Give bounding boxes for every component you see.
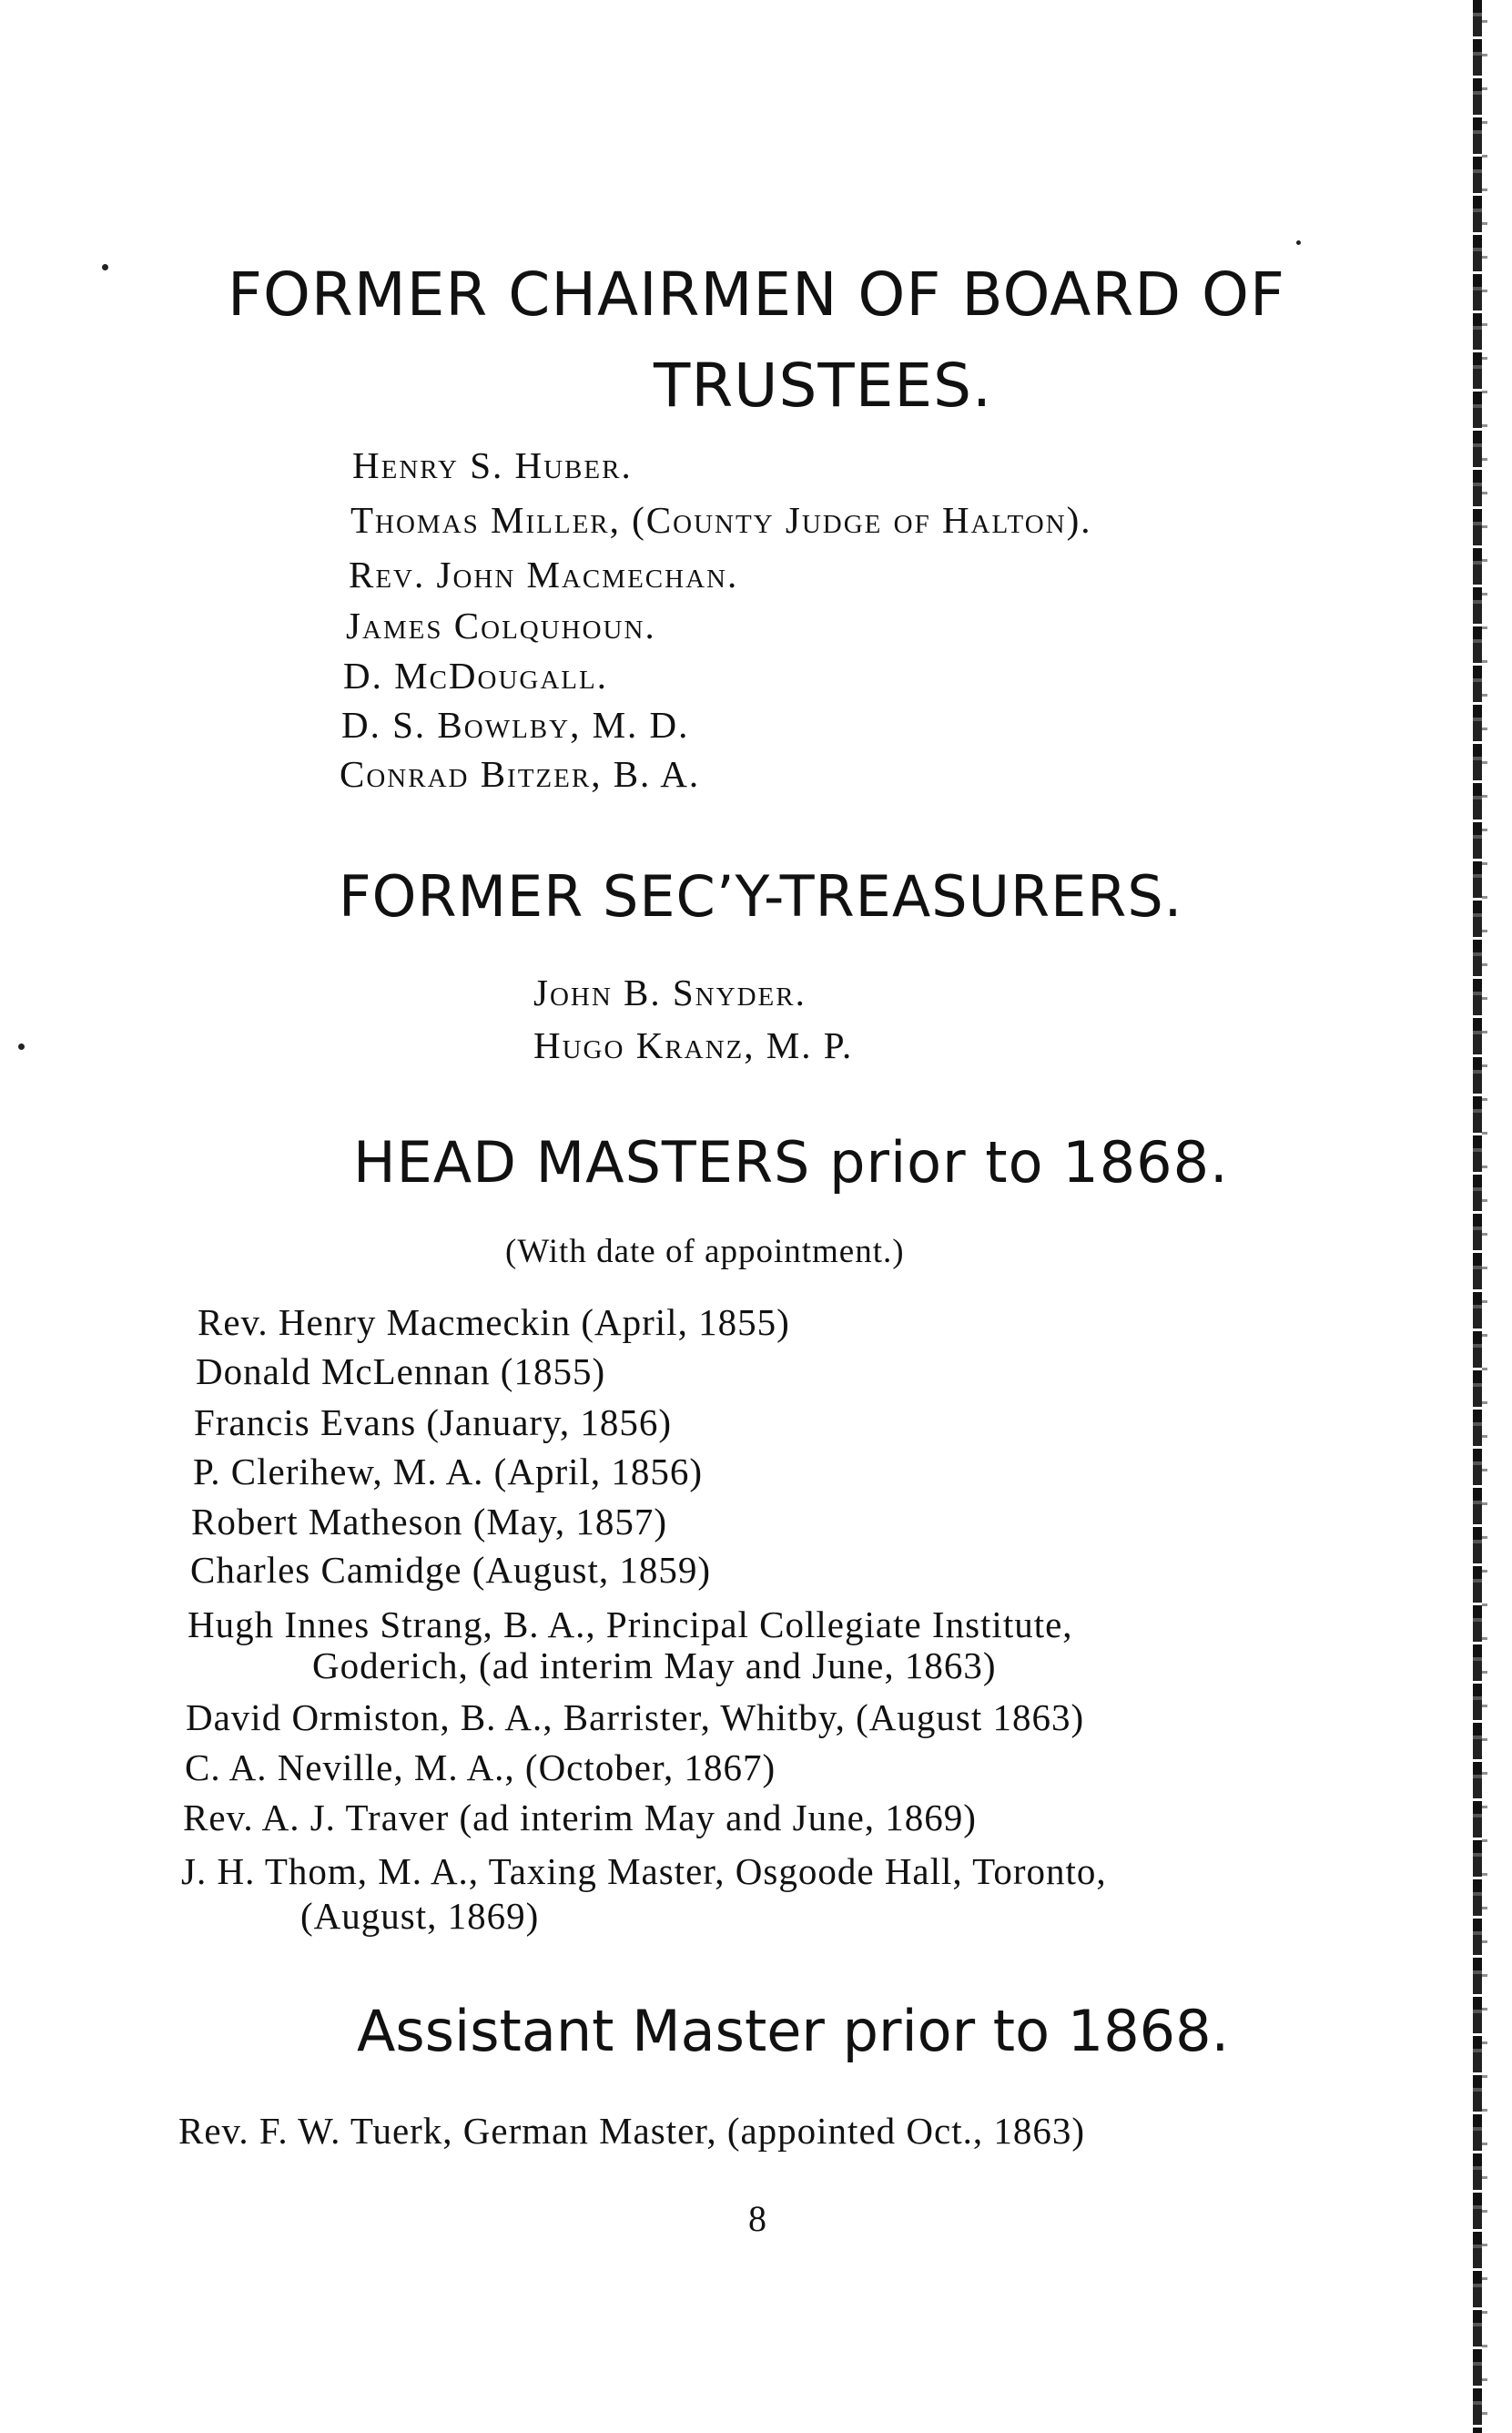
treasurers-heading: FORMER SEC’Y-TREASURERS. [339, 863, 1183, 930]
treasurer-name: John B. Snyder. [533, 972, 807, 1013]
head-master-entry: Robert Matheson (May, 1857) [191, 1501, 668, 1542]
head-master-entry: J. H. Thom, M. A., Taxing Master, Osgoode Hall, Toronto, [181, 1850, 1107, 1892]
head-master-entry: Charles Camidge (August, 1859) [190, 1549, 712, 1591]
head-master-entry: Donald McLennan (1855) [196, 1350, 606, 1392]
head-master-entry: P. Clerihew, M. A. (April, 1856) [193, 1451, 704, 1492]
page-number: 8 [748, 2198, 766, 2239]
scan-speck [1296, 240, 1301, 245]
head-master-entry: Rev. A. J. Traver (ad interim May and June, 1869) [183, 1797, 977, 1838]
treasurer-name: Hugo Kranz, M. P. [533, 1024, 854, 1066]
chairman-name: D. S. Bowlby, M. D. [341, 704, 690, 746]
head-master-entry: David Ormiston, B. A., Barrister, Whitby, (August 1863) [186, 1696, 1085, 1738]
chairman-name: Thomas Miller, (County Judge of Halton). [350, 499, 1092, 541]
chairman-name: Rev. John Macmechan. [349, 554, 739, 596]
chairman-name: James Colquhoun. [346, 605, 656, 646]
chairmen-heading-line1: FORMER CHAIRMEN OF BOARD OF [228, 260, 1285, 330]
head-masters-heading: HEAD MASTERS prior to 1868. [353, 1129, 1229, 1196]
assistant-heading: Assistant Master prior to 1868. [357, 1998, 1230, 2064]
assistant-entry: Rev. F. W. Tuerk, German Master, (appointed Oct., 1863) [178, 2110, 1085, 2152]
scan-speck [18, 1043, 25, 1050]
head-master-entry: Francis Evans (January, 1856) [194, 1401, 673, 1443]
chairmen-heading-line2: TRUSTEES. [654, 351, 992, 421]
binding-edge [1473, 0, 1482, 2433]
head-master-entry: C. A. Neville, M. A., (October, 1867) [185, 1746, 776, 1788]
chairman-name: Conrad Bitzer, B. A. [340, 753, 701, 795]
binding-edge-shadow [1482, 0, 1487, 2433]
head-masters-subheading: (With date of appointment.) [505, 1233, 905, 1270]
scan-speck [102, 264, 108, 270]
head-master-entry: Rev. Henry Macmeckin (April, 1855) [198, 1301, 790, 1343]
chairman-name: D. McDougall. [343, 655, 608, 697]
head-master-entry-continued: (August, 1869) [300, 1895, 540, 1937]
head-master-entry-continued: Goderich, (ad interim May and June, 1863) [312, 1644, 997, 1686]
head-master-entry: Hugh Innes Strang, B. A., Principal Collegiate Institute, [188, 1603, 1073, 1645]
chairman-name: Henry S. Huber. [352, 444, 633, 486]
